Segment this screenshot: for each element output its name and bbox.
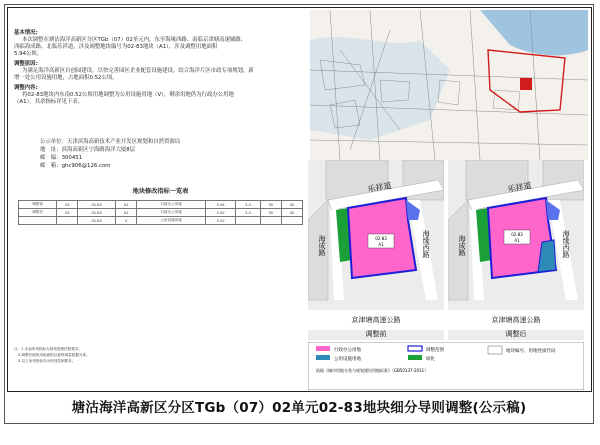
- table-row: [19, 217, 303, 225]
- reason-line-2: 增一处公用设施用地，占地面积0.52公顷。: [14, 75, 118, 81]
- legend-green: 绿化: [426, 357, 435, 362]
- note-1: 注：1.本表所列指标为规划管理控制要求。: [14, 347, 83, 351]
- reason-line-1: 为满足海洋高新区自创园建设，尽快完善园区企业配套设施建设，结合海洋片区市政专项规划，新: [22, 68, 254, 74]
- table-cell: [19, 217, 57, 225]
- street-north: 乐祥道: [366, 181, 393, 195]
- street-west: 海成路: [458, 235, 466, 256]
- table-cell: 45: [281, 201, 302, 209]
- table-cell: 02-83: [78, 217, 115, 225]
- table-cell: 45: [281, 209, 302, 217]
- basic-heading: 基本情况:: [14, 30, 38, 36]
- table-cell: 02-83: [78, 201, 115, 209]
- reason-heading: 调整原因:: [14, 61, 38, 67]
- table-cell: V: [115, 217, 137, 225]
- content-line-2: （A1），其余指标详见下表。: [14, 99, 84, 105]
- legend-public: 公用设施用地: [334, 357, 361, 362]
- legend-swatch-admin: [316, 346, 330, 351]
- site-marker: [520, 78, 532, 90]
- content-heading: 调整内容:: [14, 85, 38, 91]
- table-cell: 2.0: [236, 209, 260, 217]
- table-cell: 5.94: [205, 201, 236, 209]
- plan-after: [448, 160, 584, 340]
- location-map: [310, 10, 588, 160]
- caption-after: 调整后: [505, 330, 527, 338]
- street-east: 海缘西路: [422, 230, 430, 258]
- table-cell: [236, 217, 260, 225]
- table-cell: 35: [260, 209, 281, 217]
- street-north: 乐祥道: [506, 181, 533, 195]
- basic-line-2: 西临海成路、北临乐祥道，涉及调整地块编号为02-83地块（A1），涉及调整用地面积: [14, 44, 218, 50]
- basic-line-3: 5.94公顷。: [14, 51, 43, 57]
- parcel-use: A1: [514, 238, 520, 243]
- table-cell: 02: [57, 209, 78, 217]
- legend-swatch-green: [408, 355, 422, 360]
- table-row: [19, 209, 303, 217]
- table-cell: 调整后: [19, 209, 57, 217]
- legend-admin: 行政办公用地: [334, 348, 361, 353]
- parcel-use: A1: [378, 242, 384, 247]
- contact-postcode: 邮 编：300451: [40, 155, 83, 161]
- note-2: 2.调整后地块用地面积以最终测量数据为准。: [18, 353, 90, 357]
- footer: [4, 391, 594, 424]
- street-west: 海成路: [318, 235, 326, 256]
- legend-code: 地块编号、用地性质代码: [506, 349, 556, 354]
- table-title: 地块修改指标一览表: [132, 188, 189, 195]
- table-cell: [260, 217, 281, 225]
- table-cell: 行政办公用地: [137, 209, 205, 217]
- map-legend: [308, 342, 584, 390]
- table-cell: 公用设施用地: [137, 217, 205, 225]
- contact-email: 邮 箱：ghc906@126.com: [40, 163, 111, 169]
- caption-before: 调整前: [365, 330, 387, 338]
- table-cell: A1: [115, 201, 137, 209]
- table-cell: A1: [115, 209, 137, 217]
- contact-unit: 公示单位：天津滨海高新技术产业开发区规划和自然资源局: [40, 139, 181, 145]
- street-east: 海缘西路: [562, 230, 570, 258]
- table-cell: 0.52: [205, 217, 236, 225]
- table-cell: [57, 217, 78, 225]
- table-cell: [281, 217, 302, 225]
- table-cell: 02-83: [78, 209, 115, 217]
- basic-line-1: 本次调整在塘沽海洋高新区分区TGb（07）02单元内，东至海缘西路、南临京津塘高速辅路、: [22, 37, 247, 43]
- table-cell: 02: [57, 201, 78, 209]
- parcel-code: 02-83: [511, 232, 523, 237]
- content-line-1: 将02-83地块内东南0.52公顷用地调整为公用设施用地（V），剩余用地仍为行政办公用地: [22, 92, 234, 98]
- table-cell: 35: [260, 201, 281, 209]
- table-cell: 行政办公用地: [137, 201, 205, 209]
- table-cell: 调整前: [19, 201, 57, 209]
- legend-source: 依据《城市用地分类与规划建设用地标准》（GB50137-2011）: [316, 368, 429, 373]
- indicator-table: [18, 200, 303, 225]
- legend-swatch-public: [316, 355, 330, 360]
- document-title: 塘沽海洋高新区分区TGb（07）02单元02-83地块细分导则调整(公示稿): [71, 400, 527, 416]
- plan-before: [308, 160, 444, 340]
- contact-address: 地 址：滨海高新区宁海路海洋大厦8层: [40, 147, 136, 153]
- street-south: 京津塘高速公路: [351, 316, 401, 324]
- table-cell: 5.42: [205, 209, 236, 217]
- table-row: [19, 201, 303, 209]
- legend-swatch-label: [488, 346, 502, 354]
- table-cell: 2.0: [236, 201, 260, 209]
- street-south: 京津塘高速公路: [491, 316, 541, 324]
- note-3: 3.以上所列指标均为规划控制要求。: [18, 359, 76, 363]
- parcel-code: 02-83: [375, 236, 387, 241]
- legend-boundary: 调整范围: [426, 348, 444, 353]
